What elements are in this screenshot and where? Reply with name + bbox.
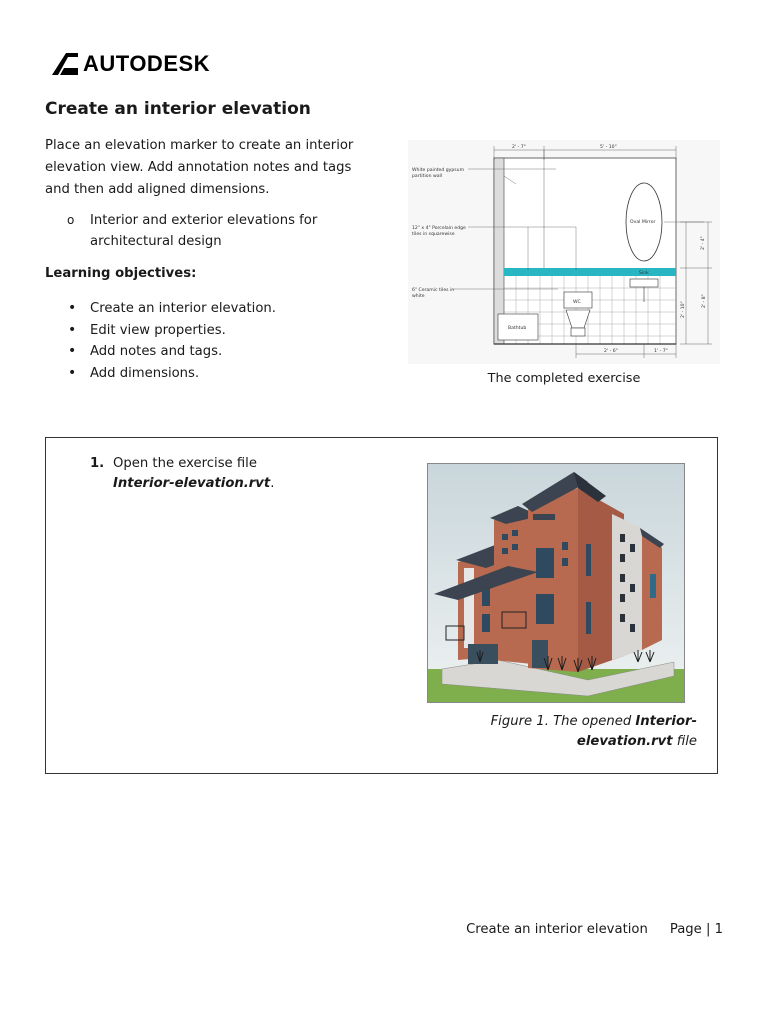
interior-elevation-drawing xyxy=(408,140,720,364)
sink xyxy=(630,279,658,287)
note-text: White painted gypsum xyxy=(412,168,465,173)
list-item: • Add dimensions. xyxy=(45,363,276,385)
bathtub-tag: Bathtub xyxy=(508,326,527,331)
footer-doc-title: Create an interior elevation xyxy=(466,922,648,937)
footer-page-number: Page | 1 xyxy=(669,922,723,937)
dimension-label: 1' - 7" xyxy=(654,349,668,354)
objectives-heading: Learning objectives: xyxy=(45,266,197,281)
step-file-name: Interior-elevation.rvt xyxy=(113,476,271,491)
note-text: white xyxy=(412,294,425,299)
step-text-after: . xyxy=(270,476,275,491)
step-box xyxy=(45,437,718,774)
objectives-list xyxy=(45,298,276,384)
note-text: 6" Ceramic tiles in xyxy=(412,288,455,293)
dimension-label: 2' - 4" xyxy=(701,236,706,250)
note-text: 12" x 4" Porcelain edge xyxy=(412,226,466,231)
sink-tag: Sink xyxy=(639,271,649,276)
dimension-label: 2' - 8" xyxy=(702,294,707,308)
list-item: • Edit view properties. xyxy=(45,320,276,342)
wc-tag: WC xyxy=(573,300,581,305)
step-1 xyxy=(90,454,320,494)
mirror-tag: Oval Mirror xyxy=(630,220,656,225)
figure-1-image xyxy=(427,463,685,703)
sub-bullet-list xyxy=(45,210,375,252)
dimension-label: 5' - 10" xyxy=(600,145,617,150)
list-item: o Interior and exterior elevations for architectural design xyxy=(45,210,375,252)
brand-name: AUTODESK xyxy=(83,51,211,76)
dimension-label: 2' - 7" xyxy=(512,145,526,150)
step-number: 1. xyxy=(90,456,105,471)
page-footer xyxy=(466,922,723,937)
tile-band xyxy=(504,268,676,276)
note-text: partition wall xyxy=(412,174,443,179)
caption-file-name: Interior-elevation.rvt xyxy=(576,714,697,749)
dimension-label: 2' - 10" xyxy=(681,301,686,318)
autodesk-logo-icon xyxy=(52,53,78,75)
caption-suffix: file xyxy=(672,734,697,749)
page-title: Create an interior elevation xyxy=(45,99,311,119)
step-text xyxy=(90,454,320,494)
note-text: tiles in squarewise xyxy=(412,232,455,237)
list-item: • Add notes and tags. xyxy=(45,341,276,363)
elevation-caption: The completed exercise xyxy=(487,371,641,386)
list-item: • Create an interior elevation. xyxy=(45,298,276,320)
dimension-label: 2' - 6" xyxy=(604,349,618,354)
autodesk-logo xyxy=(52,51,210,77)
figure-1-caption xyxy=(397,712,697,752)
caption-prefix: Figure 1. The opened xyxy=(490,714,636,729)
intro-paragraph: Place an elevation marker to create an interior elevation view. Add annotation notes and tags and then add aligned dimensions. xyxy=(45,138,354,197)
step-text-before: Open the exercise file xyxy=(113,456,257,471)
